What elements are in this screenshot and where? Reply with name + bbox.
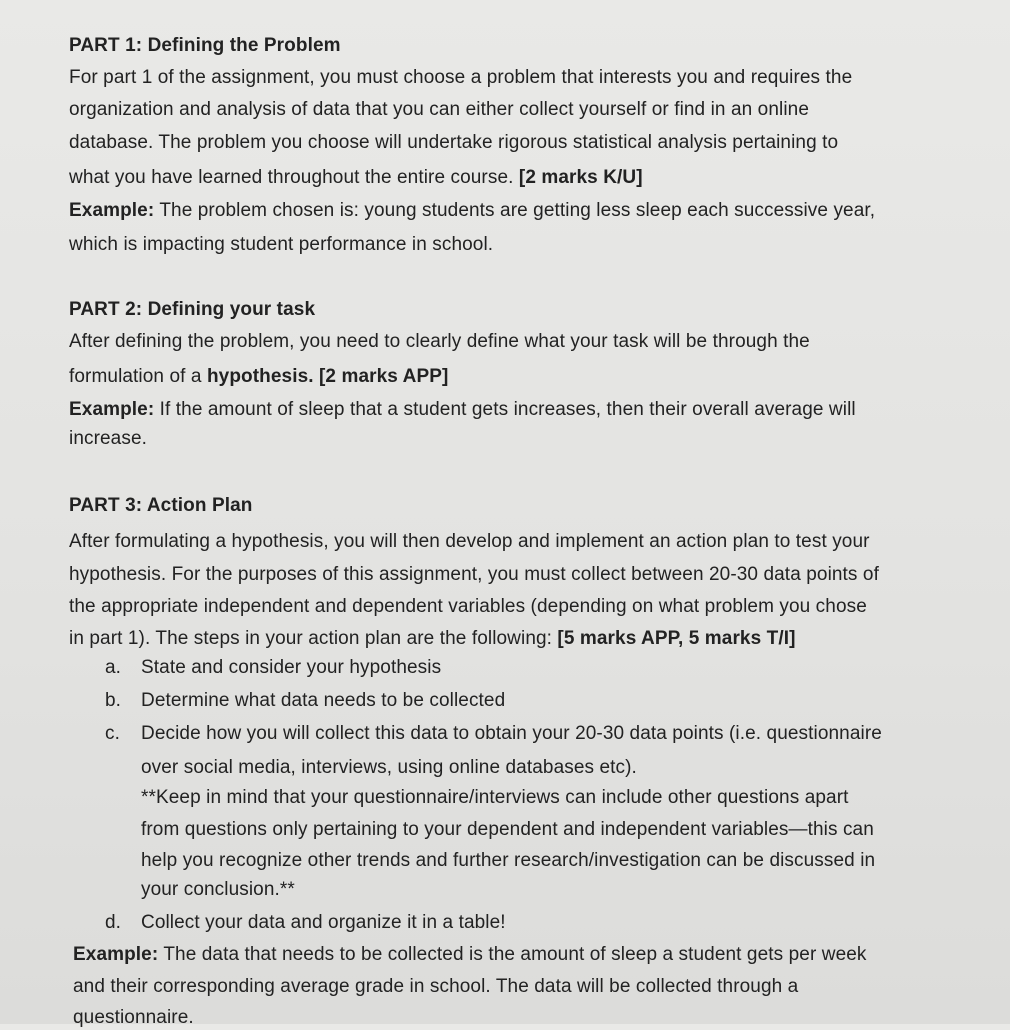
part1-example-line: which is impacting student performance in school. [69,234,494,255]
part1-line [69,166,643,190]
part1-line: database. The problem you choose will undertake rigorous statistical analysis pertaining to [69,132,839,153]
example-text: If the amount of sleep that a student gets increases, then their overall average will [154,399,856,420]
part3-line: hypothesis. For the purposes of this assignment, you must collect between 20-30 data points of [69,564,879,585]
list-item-text: State and consider your hypothesis [141,657,442,678]
list-marker: a. [105,657,122,678]
part3-example-line: and their corresponding average grade in school. The data will be collected through a [73,976,799,997]
part3-marks: [5 marks APP, 5 marks T/I] [557,628,796,649]
list-item-continuation: over social media, interviews, using online databases etc). [141,757,637,778]
part1-line: For part 1 of the assignment, you must choose a problem that interests you and requires the [69,67,853,88]
part3-example-line: questionnaire. [73,1007,194,1028]
part3-line [69,627,796,651]
example-label: Example: [73,944,159,965]
part2-example-line: increase. [69,428,147,449]
example-text: The data that needs to be collected is the amount of sleep a student gets per week [158,944,867,965]
note-line: **Keep in mind that your questionnaire/interviews can include other questions apart [141,787,849,808]
part1-line-text: what you have learned throughout the entire course. [69,167,519,188]
list-marker: c. [105,723,120,744]
list-item [105,689,505,713]
list-marker: b. [105,690,122,711]
part3-line: After formulating a hypothesis, you will then develop and implement an action plan to test your [69,531,870,552]
part2-hypothesis-marks: hypothesis. [2 marks APP] [206,366,449,387]
part2-line-text: formulation of a [69,366,207,387]
part3-line: the appropriate independent and dependent variables (depending on what problem you chose [69,596,867,617]
note-line: your conclusion.** [141,879,295,900]
part1-marks: [2 marks K/U] [518,167,643,188]
part2-line [69,365,448,389]
list-item-text: Collect your data and organize it in a table! [141,912,506,933]
example-label: Example: [69,399,155,420]
part2-line: After defining the problem, you need to clearly define what your task will be through the [69,331,810,352]
list-item-text: Decide how you will collect this data to obtain your 20-30 data points (i.e. questionnaire [141,723,882,744]
example-label: Example: [69,200,155,221]
example-text: The problem chosen is: young students are getting less sleep each successive year, [154,200,876,221]
part2-example [69,398,856,422]
list-marker: d. [105,912,122,933]
part1-line: organization and analysis of data that you can either collect yourself or find in an online [69,99,809,120]
list-item-text: Determine what data needs to be collected [141,690,506,711]
part3-heading: PART 3: Action Plan [69,495,253,516]
note-line: from questions only pertaining to your dependent and independent variables—this can [141,819,874,840]
note-line: help you recognize other trends and further research/investigation can be discussed in [141,850,876,871]
part3-line-text: in part 1). The steps in your action plan are the following: [69,628,558,649]
list-item [105,911,506,935]
part2-heading: PART 2: Defining your task [69,299,316,320]
list-item [105,722,882,746]
part1-heading: PART 1: Defining the Problem [69,35,341,56]
list-item [105,656,441,680]
part1-example [69,199,875,223]
part3-example [73,943,867,967]
